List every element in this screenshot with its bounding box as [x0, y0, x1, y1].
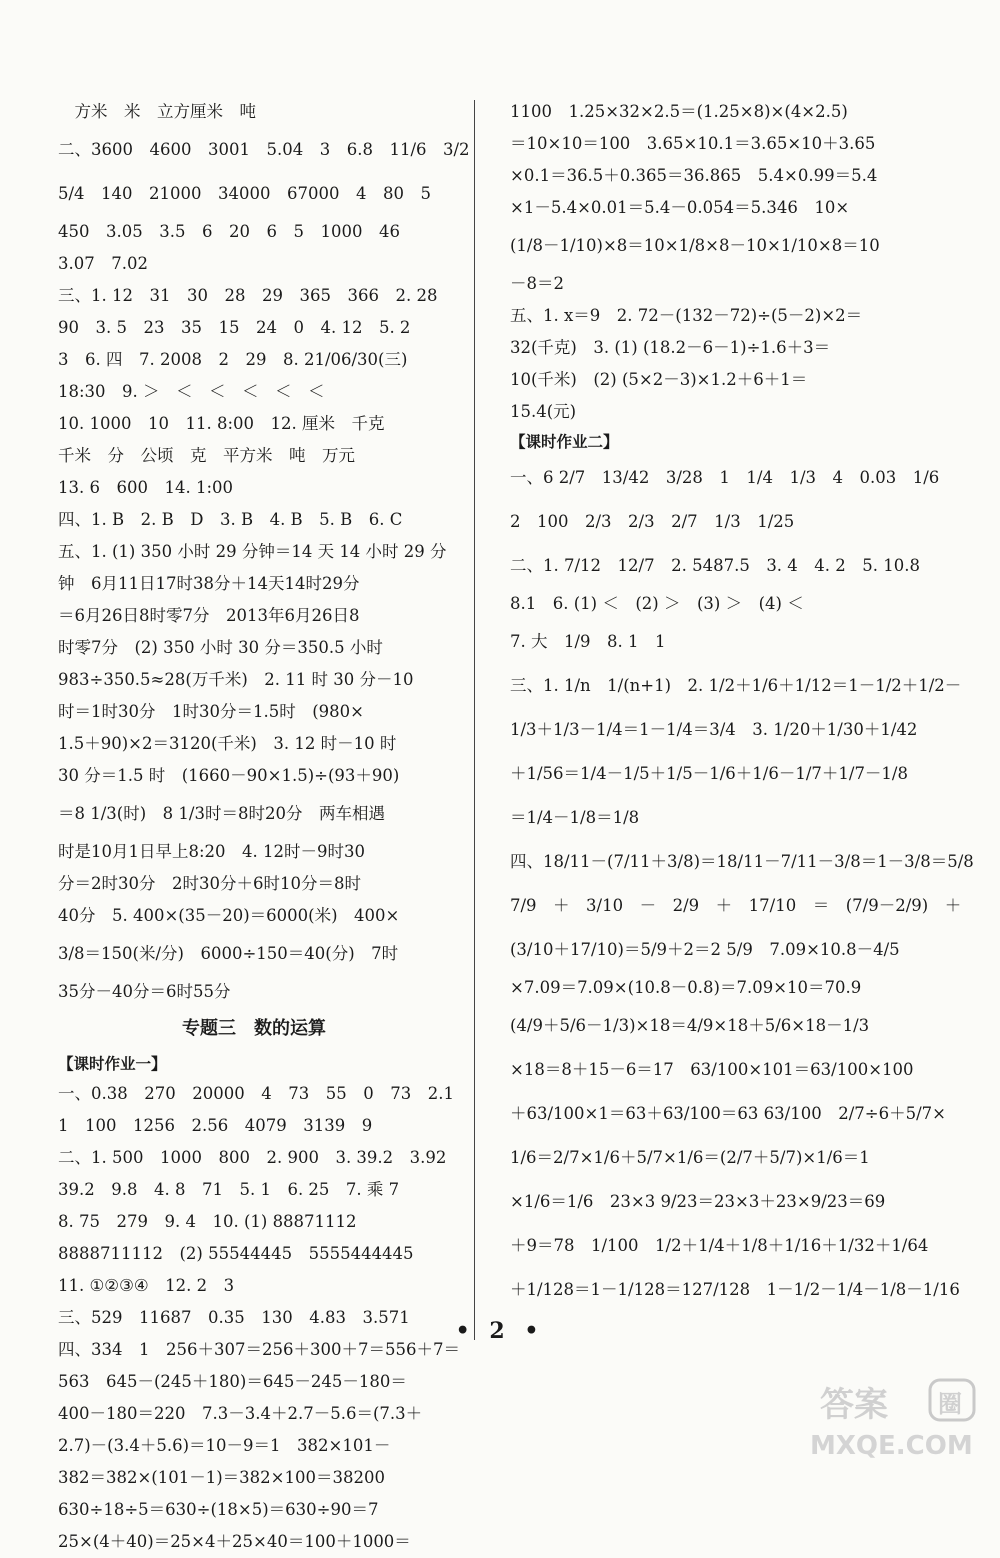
- answer-line: 千米 分 公顷 克 平方米 吨 万元: [58, 446, 355, 465]
- answer-line: 二、1. 7/12 12/7 2. 5487.5 3. 4 4. 2 5. 10.8: [510, 556, 921, 575]
- answer-line: 四、18/11－(7/11＋3/8)＝18/11－7/11－3/8＝1－3/8＝5/8: [510, 852, 974, 871]
- answer-line: ×1/6＝1/6 23×3 9/23＝23×3＋23×9/23＝69: [510, 1192, 886, 1211]
- answer-line: 时＝1时30分 1时30分＝1.5时 (980×: [58, 702, 364, 721]
- right-answer-block: [510, 96, 894, 428]
- answer-line: 382＝382×(101－1)＝382×100＝38200: [58, 1468, 385, 1487]
- answer-line: 2 100 2/3 2/3 2/7 1/3 1/25: [510, 512, 795, 531]
- answer-line: 7/9 ＋ 3/10 － 2/9 ＋ 17/10 ＝ (7/9－2/9) ＋: [510, 896, 962, 915]
- answer-line: ＋1/56＝1/4－1/5＋1/5－1/6＋1/6－1/7＋1/7－1/8: [510, 764, 908, 783]
- answer-line: 三、1. 1/n 1/(n+1) 2. 1/2＋1/6＋1/12＝1－1/2＋1/2－: [510, 676, 962, 695]
- answer-line: 三、529 11687 0.35 130 4.83 3.571: [58, 1308, 410, 1327]
- answer-line: 五、1. x＝9 2. 72－(132－72)÷(5－2)×2＝: [510, 306, 863, 325]
- answer-line: 40分 5. 400×(35－20)＝6000(米) 400×: [58, 906, 400, 925]
- answer-line: 90 3. 5 23 35 15 24 0 4. 12 5. 2: [58, 318, 411, 337]
- answer-line: 一、6 2/7 13/42 3/28 1 1/4 1/3 4 0.03 1/6: [510, 468, 940, 487]
- answer-line: 39.2 9.8 4. 8 71 5. 1 6. 25 7. 乘 7: [58, 1180, 400, 1199]
- answer-line: 630÷18÷5＝630÷(18×5)＝630÷90＝7: [58, 1500, 379, 1519]
- answer-line: 二、1. 500 1000 800 2. 900 3. 39.2 3.92: [58, 1148, 447, 1167]
- answer-line: ＋63/100×1＝63＋63/100＝63 63/100 2/7÷6＋5/7×: [510, 1104, 946, 1123]
- answer-line: (1/8－1/10)×8＝10×1/8×8－10×1/10×8＝10: [510, 236, 880, 255]
- right-subheading: 【课时作业二】: [510, 433, 619, 451]
- right-column: [510, 96, 974, 1312]
- answer-line: 3 6. 四 7. 2008 2 29 8. 21/06/30(三): [58, 350, 408, 369]
- answer-line: 5/4 140 21000 34000 67000 4 80 5: [58, 184, 432, 203]
- answer-line: 三、1. 12 31 30 28 29 365 366 2. 28: [58, 286, 438, 305]
- answer-line: ×0.1＝36.5＋0.365＝36.865 5.4×0.99＝5.4: [510, 166, 878, 185]
- answer-line: 18:30 9. ＞ ＜ ＜ ＜ ＜ ＜: [58, 382, 325, 401]
- answer-line: 1 100 1256 2.56 4079 3139 9: [58, 1116, 373, 1135]
- answer-line: 分＝2时30分 2时30分＋6时10分＝8时: [58, 874, 361, 893]
- watermark-text: MXQE.COM: [810, 1431, 973, 1461]
- answer-line: 15.4(元): [510, 402, 577, 421]
- answer-line: 1.5＋90)×2＝3120(千米) 3. 12 时－10 时: [58, 734, 397, 753]
- answer-line: 13. 6 600 14. 1:00: [58, 478, 234, 497]
- answer-line: －8＝2: [510, 274, 564, 293]
- left-subheading: 【课时作业一】: [58, 1055, 167, 1073]
- answer-line: 钟 6月11日17时38分＋14天14时29分: [58, 574, 360, 593]
- answer-line: 时零7分 (2) 350 小时 30 分＝350.5 小时: [58, 638, 383, 657]
- answer-line: (4/9＋5/6－1/3)×18＝4/9×18＋5/6×18－1/3: [510, 1016, 870, 1035]
- answer-line: ＝8 1/3(时) 8 1/3时＝8时20分 两车相遇: [58, 804, 385, 823]
- answer-line: 二、3600 4600 3001 5.04 3 6.8 11/6 3/2: [58, 140, 470, 159]
- column-divider: [474, 100, 475, 1340]
- answer-line: 1/3＋1/3－1/4＝1－1/4＝3/4 3. 1/20＋1/30＋1/42: [510, 720, 918, 739]
- answer-line: ＝6月26日8时零7分 2013年6月26日8: [58, 606, 360, 625]
- answer-line: 8.1 6. (1) ＜ (2) ＞ (3) ＞ (4) ＜: [510, 594, 804, 613]
- answer-line: 7. 大 1/9 8. 1 1: [510, 632, 666, 651]
- answer-line: 8888711112 (2) 55544445 5555444445: [58, 1244, 414, 1263]
- right-answer-block-2: [510, 456, 974, 1312]
- answer-line: 30 分＝1.5 时 (1660－90×1.5)÷(93＋90): [58, 766, 400, 785]
- answer-line: 3.07 7.02: [58, 254, 148, 273]
- answer-line: 563 645－(245＋180)＝645－245－180＝: [58, 1372, 407, 1391]
- answer-line: 8. 75 279 9. 4 10. (1) 88871112: [58, 1212, 357, 1231]
- answer-line: ×7.09＝7.09×(10.8－0.8)＝7.09×10＝70.9: [510, 978, 862, 997]
- answer-line: 32(千克) 3. (1) (18.2－6－1)÷1.6＋3＝: [510, 338, 831, 357]
- answer-line: ＝1/4－1/8＝1/8: [510, 808, 640, 827]
- answer-line: 10(千米) (2) (5×2－3)×1.2＋6＋1＝: [510, 370, 808, 389]
- answer-line: 400－180＝220 7.3－3.4＋2.7－5.6＝(7.3＋: [58, 1404, 423, 1423]
- page-number: • 2 •: [455, 1318, 545, 1344]
- answer-line: 11. ①②③④ 12. 2 3: [58, 1276, 235, 1295]
- answer-line: ×18＝8＋15－6＝17 63/100×101＝63/100×100: [510, 1060, 914, 1079]
- answer-line: 1/6＝2/7×1/6＋5/7×1/6＝(2/7＋5/7)×1/6＝1: [510, 1148, 870, 1167]
- answer-line: 一、0.38 270 20000 4 73 55 0 73 2.1: [58, 1084, 454, 1103]
- watermark-logo: [780, 1376, 990, 1462]
- section-title: 专题三 数的运算: [182, 1018, 326, 1039]
- answer-line: ×1－5.4×0.01＝5.4－0.054＝5.346 10×: [510, 198, 850, 217]
- answer-line: 1100 1.25×32×2.5＝(1.25×8)×(4×2.5): [510, 102, 848, 121]
- answer-line: 方米 米 立方厘米 吨: [58, 102, 256, 121]
- answer-line: 10. 1000 10 11. 8:00 12. 厘米 千克: [58, 414, 385, 433]
- left-answer-block: [58, 96, 470, 1008]
- answer-line: 3/8＝150(米/分) 6000÷150＝40(分) 7时: [58, 944, 399, 963]
- answer-line: 983÷350.5≈28(万千米) 2. 11 时 30 分－10: [58, 670, 414, 689]
- answer-line: ＋9＝78 1/100 1/2＋1/4＋1/8＋1/16＋1/32＋1/64: [510, 1236, 929, 1255]
- answer-line: 时是10月1日早上8:20 4. 12时－9时30: [58, 842, 366, 861]
- answer-line: 五、1. (1) 350 小时 29 分钟＝14 天 14 小时 29 分: [58, 542, 447, 561]
- answer-line: ＝10×10＝100 3.65×10.1＝3.65×10＋3.65: [510, 134, 876, 153]
- svg-text:圈: 圈: [938, 1390, 962, 1418]
- answer-line: (3/10＋17/10)＝5/9＋2＝2 5/9 7.09×10.8－4/5: [510, 940, 900, 959]
- answer-line: 2.7)－(3.4＋5.6)＝10－9＝1 382×101－: [58, 1436, 391, 1455]
- svg-text:答案: 答案: [820, 1385, 888, 1425]
- answer-line: 35分－40分＝6时55分: [58, 982, 231, 1001]
- answer-line: 四、1. B 2. B D 3. B 4. B 5. B 6. C: [58, 510, 403, 529]
- answer-line: 450 3.05 3.5 6 20 6 5 1000 46: [58, 222, 400, 241]
- answer-line: 四、334 1 256＋307＝256＋300＋7＝556＋7＝: [58, 1340, 460, 1359]
- answer-line: ＋1/128＝1－1/128＝127/128 1－1/2－1/4－1/8－1/16: [510, 1280, 960, 1299]
- answer-line: 25×(4＋40)＝25×4＋25×40＝100＋1000＝: [58, 1532, 411, 1551]
